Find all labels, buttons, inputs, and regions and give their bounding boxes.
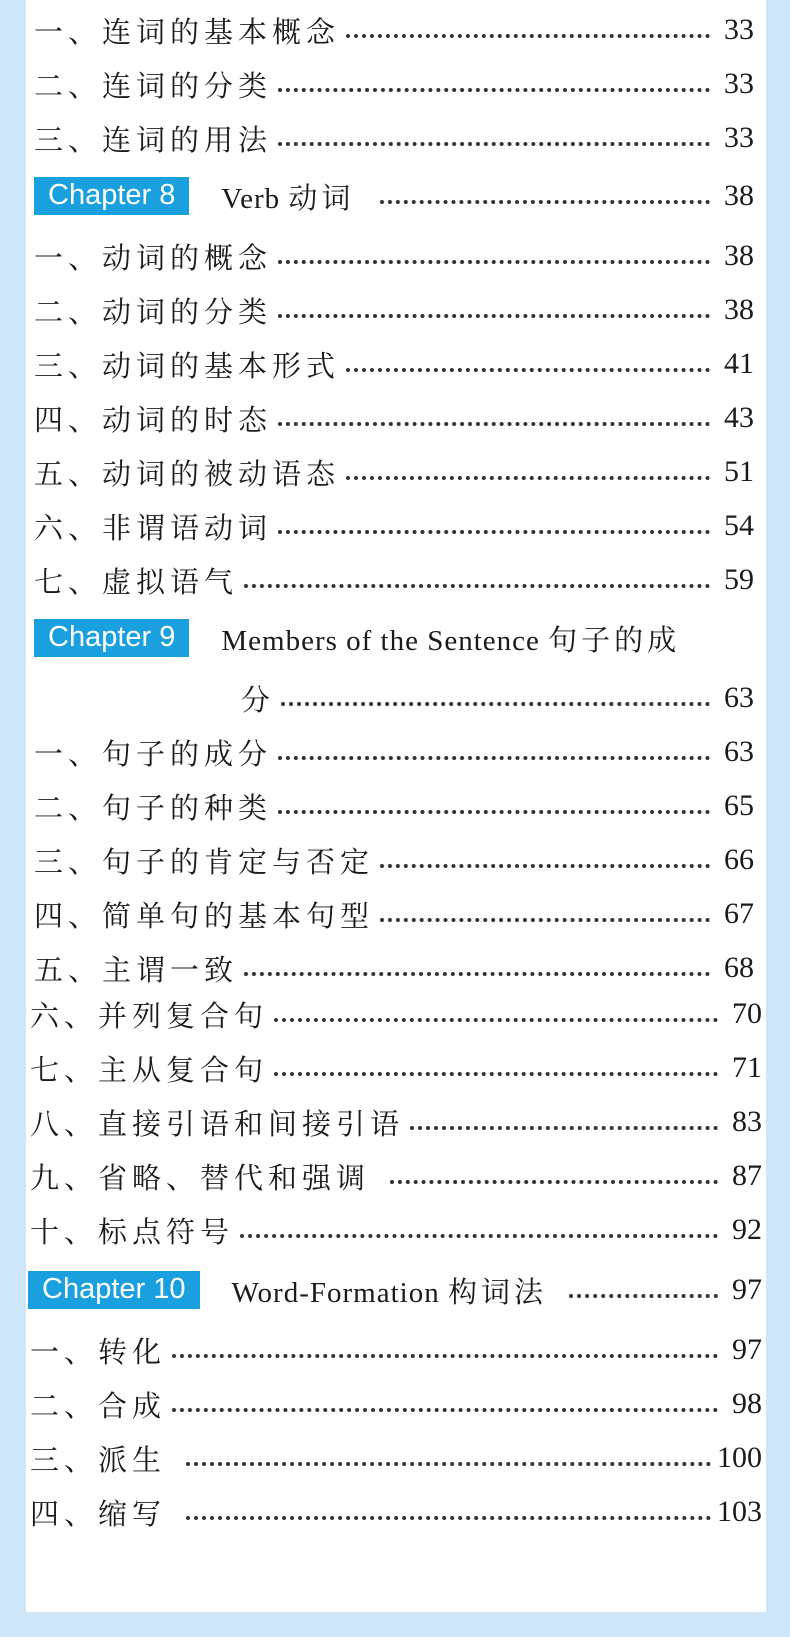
toc-entry[interactable]: [34, 498, 754, 554]
entry-title: 二、合成: [30, 1388, 167, 1423]
toc-entry[interactable]: [30, 1430, 762, 1486]
entry-title: 一、转化: [30, 1334, 167, 1369]
entry-title: 九、省略、替代和强调: [30, 1160, 371, 1195]
chapter-entry[interactable]: [28, 1262, 762, 1318]
chapter-title: [221, 618, 680, 659]
page-number: 83: [732, 1105, 762, 1138]
chapter-title-zh: 动词: [288, 180, 355, 215]
leader-dots: [281, 702, 710, 706]
entry-title: 五、动词的被动语态: [34, 456, 341, 491]
entry-title: 六、并列复合句: [30, 998, 269, 1033]
page-number: 87: [732, 1159, 762, 1192]
page-number: 38: [724, 179, 754, 212]
page-number: 97: [732, 1273, 762, 1306]
page-number: 33: [724, 67, 754, 100]
toc-entry[interactable]: [30, 986, 762, 1042]
toc-entry[interactable]: [34, 778, 754, 834]
toc-entry[interactable]: [34, 228, 754, 284]
toc-entry[interactable]: [34, 110, 754, 166]
toc-entry[interactable]: [34, 444, 754, 500]
leader-dots: [346, 34, 710, 38]
page-number: 71: [732, 1051, 762, 1084]
toc-entry[interactable]: [30, 1148, 762, 1204]
page-number: 59: [724, 563, 754, 596]
page-number: 33: [724, 13, 754, 46]
page-number: 68: [724, 951, 754, 984]
chapter-title-zh: 句子的成: [548, 622, 681, 657]
entry-title: 三、派生: [30, 1442, 167, 1477]
toc-entry[interactable]: [30, 1040, 762, 1096]
page-number: 63: [724, 735, 754, 768]
page-number: 67: [724, 897, 754, 930]
entry-title: 一、动词的概念: [34, 240, 273, 275]
chapter-title-en: Verb: [221, 182, 281, 215]
toc-entry[interactable]: [34, 552, 754, 608]
page-number: 98: [732, 1387, 762, 1420]
leader-dots: [274, 1072, 718, 1076]
page-number: 63: [724, 681, 754, 714]
leader-dots: [186, 1516, 711, 1520]
leader-dots: [278, 810, 710, 814]
page-number: 97: [732, 1333, 762, 1366]
toc-entry[interactable]: [30, 1094, 762, 1150]
chapter-title-continuation[interactable]: [241, 670, 754, 726]
entry-title: 四、缩写: [30, 1496, 167, 1531]
leader-dots: [278, 422, 710, 426]
chapter-title: [232, 1270, 547, 1311]
toc-entry[interactable]: [34, 282, 754, 338]
leader-dots: [278, 142, 710, 146]
leader-dots: [172, 1408, 718, 1412]
leader-dots: [278, 260, 710, 264]
leader-dots: [380, 918, 710, 922]
page-number: 43: [724, 401, 754, 434]
entry-title: 七、虚拟语气: [34, 564, 239, 599]
toc-entry[interactable]: [34, 886, 754, 942]
toc-entry[interactable]: [34, 336, 754, 392]
leader-dots: [380, 864, 710, 868]
chapter-entry[interactable]: [34, 610, 754, 666]
leader-dots: [346, 368, 710, 372]
entry-title: 二、句子的种类: [34, 790, 273, 825]
entry-title: 三、句子的肯定与否定: [34, 844, 375, 879]
page-number: 38: [724, 293, 754, 326]
chapter-entry[interactable]: [34, 168, 754, 224]
leader-dots: [240, 1234, 718, 1238]
page-number: 103: [717, 1495, 762, 1528]
entry-title: 四、简单句的基本句型: [34, 898, 375, 933]
toc-entry[interactable]: [30, 1376, 762, 1432]
page-number: 70: [732, 997, 762, 1030]
leader-dots: [569, 1294, 718, 1298]
chapter-title-en: Members of the Sentence: [221, 624, 540, 657]
toc-page: [26, 0, 766, 1612]
toc-entry[interactable]: [30, 1202, 762, 1258]
leader-dots: [172, 1354, 718, 1358]
leader-dots: [346, 476, 710, 480]
toc-entry[interactable]: [34, 56, 754, 112]
entry-title: 三、动词的基本形式: [34, 348, 341, 383]
leader-dots: [274, 1018, 718, 1022]
entry-title: 三、连词的用法: [34, 122, 273, 157]
chapter-title: [221, 176, 354, 217]
leader-dots: [278, 88, 710, 92]
toc-entry[interactable]: [34, 390, 754, 446]
page-number: 65: [724, 789, 754, 822]
leader-dots: [278, 314, 710, 318]
entry-title: 八、直接引语和间接引语: [30, 1106, 405, 1141]
page-number: 33: [724, 121, 754, 154]
entry-title: 分: [241, 682, 276, 717]
leader-dots: [410, 1126, 718, 1130]
page-number: 38: [724, 239, 754, 272]
entry-title: 二、动词的分类: [34, 294, 273, 329]
chapter-badge: Chapter 8: [34, 177, 189, 215]
leader-dots: [186, 1462, 711, 1466]
page-number: 54: [724, 509, 754, 542]
page-number: 51: [724, 455, 754, 488]
toc-entry[interactable]: [34, 724, 754, 780]
entry-title: 七、主从复合句: [30, 1052, 269, 1087]
chapter-badge: Chapter 10: [28, 1271, 200, 1309]
leader-dots: [390, 1180, 718, 1184]
page-number: 41: [724, 347, 754, 380]
entry-title: 五、主谓一致: [34, 952, 239, 987]
entry-title: 六、非谓语动词: [34, 510, 273, 545]
leader-dots: [278, 530, 710, 534]
toc-entry[interactable]: [34, 2, 754, 58]
entry-title: 二、连词的分类: [34, 68, 273, 103]
chapter-title-zh: 构词法: [447, 1274, 547, 1309]
toc-entry[interactable]: [30, 1322, 762, 1378]
toc-entry[interactable]: [34, 832, 754, 888]
entry-title: 十、标点符号: [30, 1214, 235, 1249]
chapter-badge: Chapter 9: [34, 619, 189, 657]
entry-title: 一、句子的成分: [34, 736, 273, 771]
leader-dots: [244, 972, 710, 976]
leader-dots: [244, 584, 710, 588]
chapter-title-en: Word-Formation: [231, 1276, 440, 1309]
page-number: 66: [724, 843, 754, 876]
toc-entry[interactable]: [30, 1484, 762, 1540]
leader-dots: [278, 756, 710, 760]
page-number: 92: [732, 1213, 762, 1246]
entry-title: 四、动词的时态: [34, 402, 273, 437]
entry-title: 一、连词的基本概念: [34, 14, 341, 49]
page-number: 100: [717, 1441, 762, 1474]
leader-dots: [380, 200, 710, 204]
